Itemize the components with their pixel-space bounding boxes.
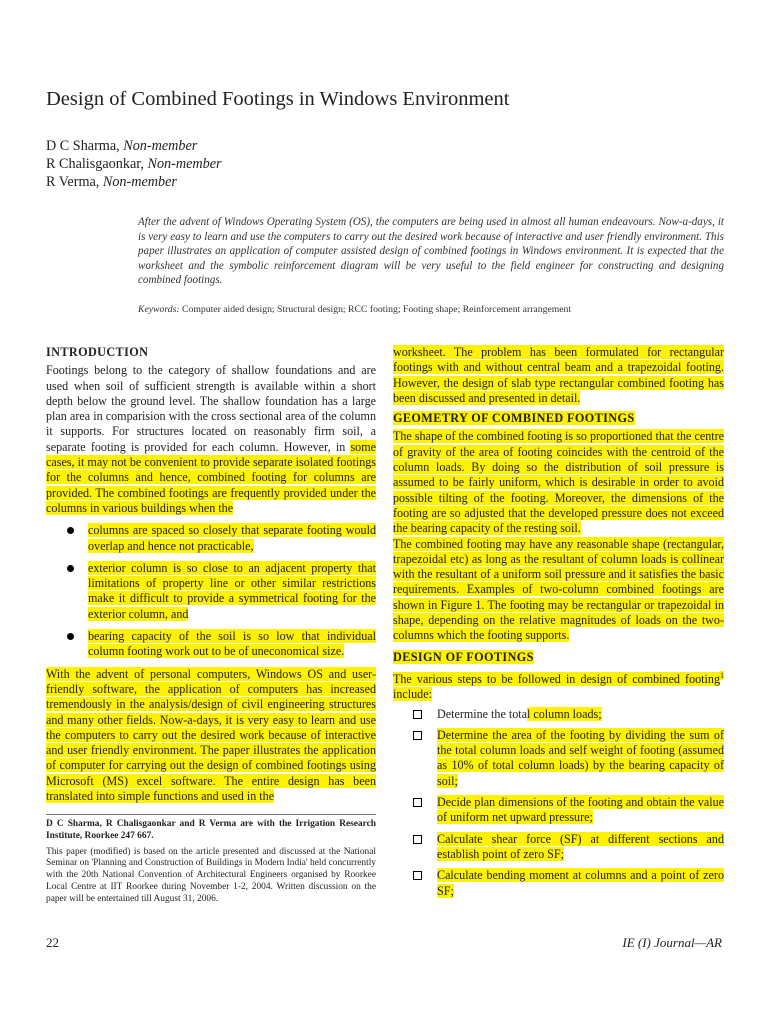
list-item xyxy=(393,728,724,789)
step-text: Calculate bending moment at columns and a point of zero SF; xyxy=(437,868,724,898)
abstract: After the advent of Windows Operating System (OS), the computers are being used in almost all human endeavours. Now-a-days, it is very easy to learn and use the computers to carry out the desired work because of interactive and user friendly environment. This paper illustrates an application of computer assisted design of combined footings in Windows environment. It is expected that the worksheet and the symbolic reinforcement diagram will be very useful to the field engineer for constructing and designing combined footings. xyxy=(138,216,724,287)
checkbox-bullet-icon xyxy=(413,710,422,719)
keywords-label: Keywords: xyxy=(138,304,180,315)
list-item-text: columns are spaced so closely that separate footing would overlap and hence not practicable, xyxy=(88,523,376,553)
author-role: Non-member xyxy=(147,156,222,172)
left-column xyxy=(46,345,376,804)
author-line xyxy=(46,155,222,173)
design-heading xyxy=(393,650,724,665)
author-affiliation: D C Sharma, R Chalisgaonkar and R Verma are with the Irrigation Research Institute, Roorkee 247 667. xyxy=(46,819,376,841)
list-item xyxy=(393,868,724,899)
step-text: Calculate shear force (SF) at different sections and establish point of zero SF; xyxy=(437,831,724,861)
highlighted-text: l column loads; xyxy=(527,706,602,721)
author-role: Non-member xyxy=(102,174,177,190)
author-role: Non-member xyxy=(123,138,198,154)
highlighted-text: worksheet. The problem has been formulated for rectangular footings with and without central beam and a trapezoidal footing. However, the design of slab type rectangular combined footing has been discussed and presented in detail. xyxy=(393,345,724,405)
intro-paragraph-3 xyxy=(393,345,724,406)
highlighted-text: With the advent of personal computers, Windows OS and user-friendly software, the application of computers has increased tremendously in the analysis/design of civil engineering structures and many other fields. Now-a-days, it is very easy to learn and use the computers to carry out the desired work because of interactive and user friendly environment. The paper illustrates the application of computer for carrying out the design of combined footings using Microsoft (MS) excel software. The entire design has been translated into simple functions and used in the xyxy=(46,666,376,804)
intro-paragraph-2 xyxy=(46,667,376,805)
checkbox-bullet-icon xyxy=(413,871,422,880)
footnote xyxy=(46,814,376,906)
bullet-icon xyxy=(67,633,74,640)
design-intro-tail: include: xyxy=(393,687,432,702)
geometry-paragraph-2 xyxy=(393,537,724,644)
highlighted-text: some cases, it may not be convenient to provide separate isolated footings for the columns and hence, combined footing for columns are provided. The combined footings are frequently provided under the columns in various buildings when the xyxy=(46,439,376,515)
geometry-heading-text: GEOMETRY OF COMBINED FOOTINGS xyxy=(393,411,635,426)
step-text: Determine the area of the footing by dividing the sum of the total column loads and self weight of footing (assumed as 10% of total column loads) by the bearing capacity of soil; xyxy=(437,727,724,788)
checkbox-bullet-icon xyxy=(413,835,422,844)
bullet-icon xyxy=(67,527,74,534)
geometry-heading xyxy=(393,411,724,426)
author-name: R Verma, xyxy=(46,174,100,190)
list-item xyxy=(393,707,724,722)
highlighted-text: The shape of the combined footing is so proportioned that the centre of gravity of the area of footing coincides with the centroid of the column loads. By doing so the distribution of soil pressure is assumed to be fairly uniform, which is desirable in order to avoid possible tilting of the footing. Moreover, the dimensions of the footing are so adjusted that the developed pressure does not exceed the bearing capacity of the resting soil. xyxy=(393,429,724,536)
reference-superscript: 1 xyxy=(720,670,724,680)
author-line xyxy=(46,173,222,191)
list-item xyxy=(46,561,376,622)
footnote-text: This paper (modified) is based on the article presented and discussed at the National Seminar on 'Planning and Construction of Buildings in Modern India' held concurrently with the 20th National Convention of Architectural Engineers organised by Roorkee Local Centre at IIT Roorkee during November 1-2, 2004. Written discussion on the paper will be entertained till August 31, 2006. xyxy=(46,846,376,904)
journal-name: IE (I) Journal—AR xyxy=(622,935,722,950)
step-text: Determine the tota xyxy=(437,706,527,721)
list-item xyxy=(46,629,376,660)
design-heading-text: DESIGN OF FOOTINGS xyxy=(393,649,534,664)
author-line xyxy=(46,137,222,155)
list-item xyxy=(46,523,376,554)
intro-text: Footings belong to the category of shallow foundations and are used when soil of sufficient strength is available within a short depth below the ground level. The shallow foundation has a large plan area in comparision with the cross sectional area of the column it supports. For structures located on reasonably firm soil, a separate footing is provided for each column. However, in xyxy=(46,363,376,454)
keywords xyxy=(138,304,724,315)
paper-title: Design of Combined Footings in Windows Environment xyxy=(46,88,510,110)
list-item-text: exterior column is so close to an adjacent property that limitations of property line or other similar restrictions make it difficult to provide a symmetrical footing for the exterior column, and xyxy=(88,560,376,621)
page-number: 22 xyxy=(46,935,59,950)
step-text: Decide plan dimensions of the footing and obtain the value of uniform net upward pressure; xyxy=(437,795,724,825)
keywords-text: Computer aided design; Structural design; RCC footing; Footing shape; Reinforcement arrangement xyxy=(182,304,572,315)
author-name: D C Sharma, xyxy=(46,138,120,154)
introduction-heading: INTRODUCTION xyxy=(46,345,149,359)
bullet-icon xyxy=(67,565,74,572)
design-steps xyxy=(393,707,724,899)
list-item-text: bearing capacity of the soil is so low that individual column footing work out to be of uneconomical size. xyxy=(88,629,376,659)
checkbox-bullet-icon xyxy=(413,731,422,740)
author-name: R Chalisgaonkar, xyxy=(46,156,144,172)
list-item xyxy=(393,795,724,826)
condition-list xyxy=(46,523,376,659)
highlighted-text: The combined footing may have any reasonable shape (rectangular, trapezoidal etc) as long as the resultant of column loads is collinear with the resultant of a uniform soil pressure and it satisfies the basic requirements. Examples of two-column combined footings are shown in Figure 1. The footing may be rectangular or trapezoidal in shape, depending on the relative magnitudes of loads on the two-columns which the footing supports. xyxy=(393,536,724,643)
list-item xyxy=(393,832,724,863)
design-intro-text: The various steps to be followed in design of combined footing xyxy=(393,671,720,686)
design-intro xyxy=(393,668,724,703)
intro-paragraph-1 xyxy=(46,363,376,516)
right-column xyxy=(393,345,724,905)
author-list xyxy=(46,137,222,191)
geometry-paragraph-1 xyxy=(393,429,724,536)
checkbox-bullet-icon xyxy=(413,798,422,807)
